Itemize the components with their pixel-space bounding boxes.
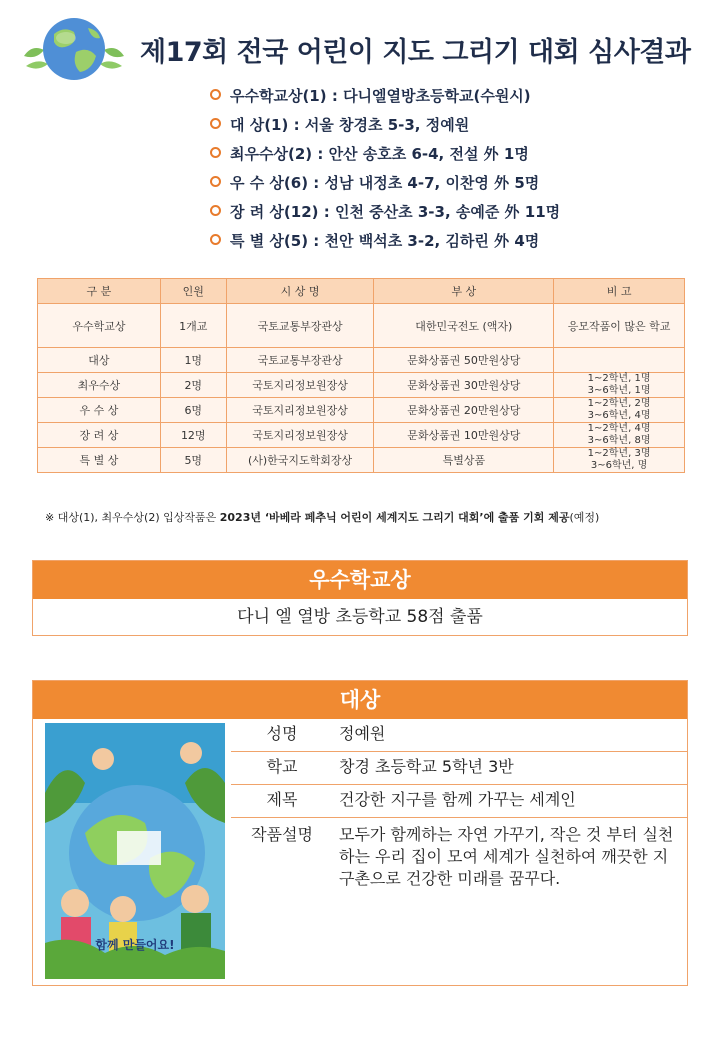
column-header: 인원 (160, 279, 226, 304)
list-item: 최우수상(2) : 안산 송호초 6-4, 전설 外 1명 (210, 140, 560, 169)
school-award-section (32, 560, 688, 636)
column-header: 부 상 (374, 279, 554, 304)
table-row: 우 수 상 6명 국토지리정보원장상 문화상품권 20만원상당 1~2학년, 2명 3~6학년, 4명 (38, 398, 685, 423)
column-header: 비 고 (554, 279, 685, 304)
circle-bullet-icon (210, 147, 221, 158)
svg-text:함께 만들어요!: 함께 만들어요! (95, 938, 175, 952)
table-row: 작품설명 모두가 함께하는 자연 가꾸기, 작은 것 부터 실천하는 우리 집이 모여 세계가 실천하여 깨끗한 지구촌으로 건강한 미래를 꿈꾸다. (251, 825, 674, 888)
column-header: 구 분 (38, 279, 161, 304)
table-row: 우수학교상 1개교 국토교통부장관상 대한민국전도 (액자) 응모작품이 많은 학교 (38, 304, 685, 348)
table-row: 성명 정예원 (231, 719, 687, 752)
table-row: 최우수상 2명 국토지리정보원장상 문화상품권 30만원상당 1~2학년, 1명 3~6학년, 1명 (38, 373, 685, 398)
section-heading: 우수학교상 (33, 561, 687, 599)
column-header: 시 상 명 (226, 279, 374, 304)
school-award-text: 다니 엘 열방 초등학교 58점 출품 (237, 607, 483, 627)
grand-prize-info-table (231, 719, 687, 892)
table-header-row (38, 279, 685, 304)
table-row: 학교 창경 초등학교 5학년 3반 (231, 752, 687, 785)
award-table (37, 278, 685, 473)
list-item: 특 별 상(5) : 천안 백석초 3-2, 김하린 外 4명 (210, 227, 560, 256)
list-item: 우 수 상(6) : 성남 내정초 4-7, 이찬영 外 5명 (210, 169, 560, 198)
page-title: 제17회 전국 어린이 지도 그리기 대회 심사결과 (140, 37, 691, 68)
table-row: 특 별 상 5명 (사)한국지도학회장상 특별상품 1~2학년, 3명 3~6학년, 명 (38, 448, 685, 473)
circle-bullet-icon (210, 176, 221, 187)
list-item: 장 려 상(12) : 인천 중산초 3-3, 송예준 外 11명 (210, 198, 560, 227)
list-item: 우수학교상(1) : 다니엘열방초등학교(수원시) (210, 82, 560, 111)
list-item: 대 상(1) : 서울 창경초 5-3, 정예원 (210, 111, 560, 140)
table-row: 대상 1명 국토교통부장관상 문화상품권 50만원상당 (38, 348, 685, 373)
section-heading: 대상 (33, 681, 687, 719)
table-row: 제목 건강한 지구를 함께 가꾸는 세계인 (231, 785, 687, 818)
globe-logo-icon (18, 16, 130, 82)
circle-bullet-icon (210, 89, 221, 100)
page-header (0, 0, 720, 90)
grand-prize-section (32, 680, 688, 986)
artwork-image (45, 723, 225, 979)
award-summary-list (210, 82, 560, 256)
circle-bullet-icon (210, 118, 221, 129)
footnote: ※ 대상(1), 최우수상(2) 입상작품은 2023년 ‘바베라 페추닉 어린이 세계지도 그리기 대회’에 출품 기회 제공(예정) (45, 511, 600, 524)
table-row: 장 려 상 12명 국토지리정보원장상 문화상품권 10만원상당 1~2학년, 4명 3~6학년, 8명 (38, 423, 685, 448)
circle-bullet-icon (210, 234, 221, 245)
circle-bullet-icon (210, 205, 221, 216)
